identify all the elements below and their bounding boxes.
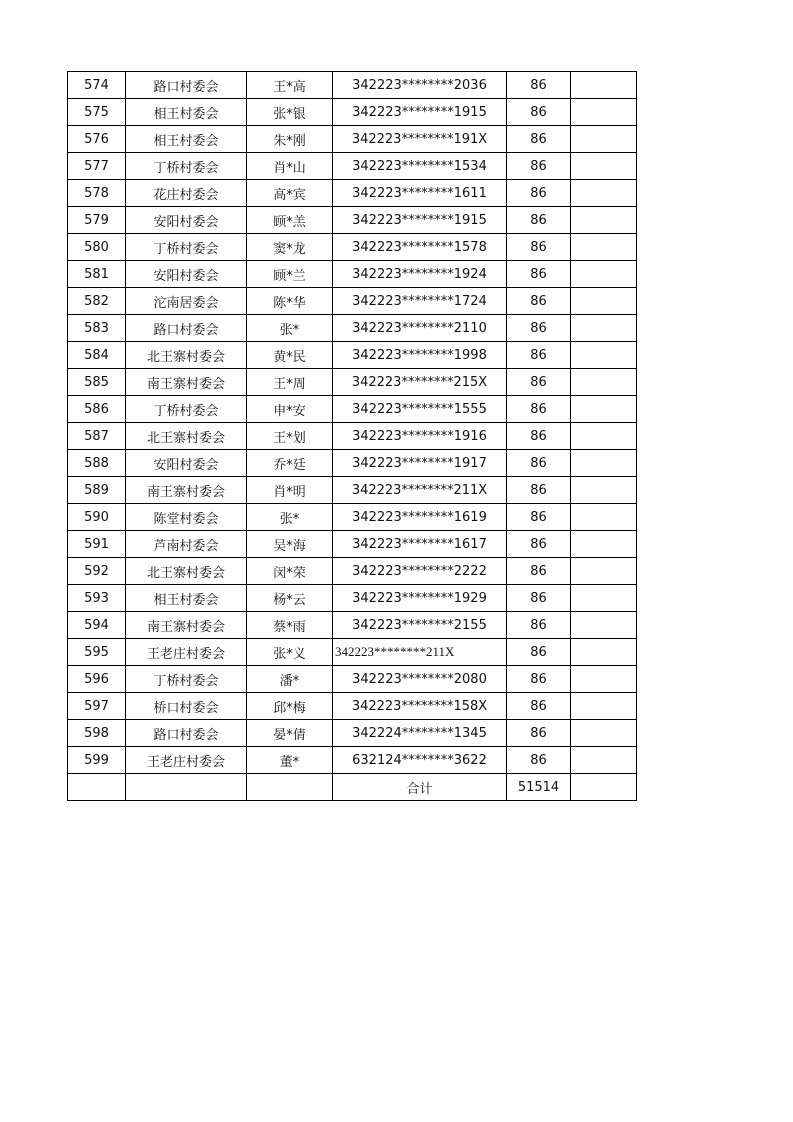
row-number-cell: 587 bbox=[68, 423, 126, 450]
organization-cell: 沱南居委会 bbox=[126, 288, 247, 315]
table-row bbox=[68, 72, 637, 99]
total-org-cell bbox=[126, 774, 247, 801]
organization-cell: 桥口村委会 bbox=[126, 693, 247, 720]
total-no-cell bbox=[68, 774, 126, 801]
note-cell bbox=[571, 126, 637, 153]
id-number-cell: 342223********2222 bbox=[333, 558, 507, 585]
note-cell bbox=[571, 288, 637, 315]
note-cell bbox=[571, 558, 637, 585]
name-cell: 张*义 bbox=[247, 639, 333, 666]
organization-cell: 相王村委会 bbox=[126, 585, 247, 612]
name-cell: 王*周 bbox=[247, 369, 333, 396]
amount-cell: 86 bbox=[507, 477, 571, 504]
note-cell bbox=[571, 369, 637, 396]
organization-cell: 花庄村委会 bbox=[126, 180, 247, 207]
row-number-cell: 594 bbox=[68, 612, 126, 639]
table-row bbox=[68, 315, 637, 342]
organization-cell: 安阳村委会 bbox=[126, 261, 247, 288]
total-row bbox=[68, 774, 637, 801]
note-cell bbox=[571, 234, 637, 261]
table-row bbox=[68, 261, 637, 288]
note-cell bbox=[571, 396, 637, 423]
name-cell: 乔*廷 bbox=[247, 450, 333, 477]
organization-cell: 丁桥村委会 bbox=[126, 666, 247, 693]
id-number-cell: 342223********1619 bbox=[333, 504, 507, 531]
row-number-cell: 574 bbox=[68, 72, 126, 99]
amount-cell: 86 bbox=[507, 207, 571, 234]
amount-cell: 86 bbox=[507, 423, 571, 450]
table-body bbox=[68, 72, 637, 774]
row-number-cell: 584 bbox=[68, 342, 126, 369]
name-cell: 晏*倩 bbox=[247, 720, 333, 747]
amount-cell: 86 bbox=[507, 585, 571, 612]
organization-cell: 路口村委会 bbox=[126, 315, 247, 342]
note-cell bbox=[571, 315, 637, 342]
id-number-cell: 632124********3622 bbox=[333, 747, 507, 774]
note-cell bbox=[571, 450, 637, 477]
amount-cell: 86 bbox=[507, 666, 571, 693]
amount-cell: 86 bbox=[507, 504, 571, 531]
row-number-cell: 589 bbox=[68, 477, 126, 504]
table-row bbox=[68, 207, 637, 234]
organization-cell: 丁桥村委会 bbox=[126, 153, 247, 180]
note-cell bbox=[571, 207, 637, 234]
name-cell: 高*宾 bbox=[247, 180, 333, 207]
total-label-cell: 合计 bbox=[333, 774, 507, 801]
row-number-cell: 593 bbox=[68, 585, 126, 612]
note-cell bbox=[571, 693, 637, 720]
total-amount-cell: 51514 bbox=[507, 774, 571, 801]
row-number-cell: 595 bbox=[68, 639, 126, 666]
row-number-cell: 598 bbox=[68, 720, 126, 747]
table-row bbox=[68, 666, 637, 693]
id-number-cell: 342223********1915 bbox=[333, 207, 507, 234]
amount-cell: 86 bbox=[507, 558, 571, 585]
amount-cell: 86 bbox=[507, 612, 571, 639]
name-cell: 潘* bbox=[247, 666, 333, 693]
note-cell bbox=[571, 612, 637, 639]
name-cell: 朱*刚 bbox=[247, 126, 333, 153]
amount-cell: 86 bbox=[507, 639, 571, 666]
name-cell: 蔡*雨 bbox=[247, 612, 333, 639]
amount-cell: 86 bbox=[507, 72, 571, 99]
name-cell: 杨*云 bbox=[247, 585, 333, 612]
total-name-cell bbox=[247, 774, 333, 801]
id-number-cell: 342223********1611 bbox=[333, 180, 507, 207]
row-number-cell: 575 bbox=[68, 99, 126, 126]
organization-cell: 丁桥村委会 bbox=[126, 234, 247, 261]
id-number-cell: 342223********2110 bbox=[333, 315, 507, 342]
id-number-cell: 342223********1555 bbox=[333, 396, 507, 423]
id-number-cell: 342223********2155 bbox=[333, 612, 507, 639]
row-number-cell: 580 bbox=[68, 234, 126, 261]
note-cell bbox=[571, 180, 637, 207]
name-cell: 顾*羔 bbox=[247, 207, 333, 234]
amount-cell: 86 bbox=[507, 747, 571, 774]
amount-cell: 86 bbox=[507, 288, 571, 315]
table-row bbox=[68, 558, 637, 585]
note-cell bbox=[571, 747, 637, 774]
id-number-cell: 342223********191X bbox=[333, 126, 507, 153]
table-row bbox=[68, 612, 637, 639]
organization-cell: 北王寨村委会 bbox=[126, 423, 247, 450]
id-number-cell: 342223********211X bbox=[333, 639, 507, 666]
table-row bbox=[68, 477, 637, 504]
name-cell: 张* bbox=[247, 315, 333, 342]
id-number-cell: 342223********1534 bbox=[333, 153, 507, 180]
organization-cell: 陈堂村委会 bbox=[126, 504, 247, 531]
name-cell: 黄*民 bbox=[247, 342, 333, 369]
note-cell bbox=[571, 531, 637, 558]
note-cell bbox=[571, 423, 637, 450]
id-number-cell: 342223********1929 bbox=[333, 585, 507, 612]
amount-cell: 86 bbox=[507, 153, 571, 180]
row-number-cell: 581 bbox=[68, 261, 126, 288]
organization-cell: 芦南村委会 bbox=[126, 531, 247, 558]
id-number-cell: 342223********1617 bbox=[333, 531, 507, 558]
amount-cell: 86 bbox=[507, 450, 571, 477]
amount-cell: 86 bbox=[507, 693, 571, 720]
organization-cell: 路口村委会 bbox=[126, 72, 247, 99]
row-number-cell: 588 bbox=[68, 450, 126, 477]
organization-cell: 丁桥村委会 bbox=[126, 396, 247, 423]
table-row bbox=[68, 423, 637, 450]
id-number-cell: 342223********2036 bbox=[333, 72, 507, 99]
id-number-cell: 342223********1916 bbox=[333, 423, 507, 450]
table-row bbox=[68, 396, 637, 423]
amount-cell: 86 bbox=[507, 720, 571, 747]
table-row bbox=[68, 639, 637, 666]
amount-cell: 86 bbox=[507, 315, 571, 342]
data-table bbox=[67, 71, 637, 801]
id-number-cell: 342223********2080 bbox=[333, 666, 507, 693]
amount-cell: 86 bbox=[507, 369, 571, 396]
id-number-cell: 342223********1917 bbox=[333, 450, 507, 477]
table-row bbox=[68, 450, 637, 477]
row-number-cell: 590 bbox=[68, 504, 126, 531]
name-cell: 张*银 bbox=[247, 99, 333, 126]
name-cell: 邱*梅 bbox=[247, 693, 333, 720]
table-row bbox=[68, 504, 637, 531]
table-row bbox=[68, 693, 637, 720]
row-number-cell: 592 bbox=[68, 558, 126, 585]
organization-cell: 北王寨村委会 bbox=[126, 558, 247, 585]
table-row bbox=[68, 369, 637, 396]
table-row bbox=[68, 585, 637, 612]
note-cell bbox=[571, 585, 637, 612]
note-cell bbox=[571, 666, 637, 693]
name-cell: 肖*明 bbox=[247, 477, 333, 504]
name-cell: 闵*荣 bbox=[247, 558, 333, 585]
note-cell bbox=[571, 72, 637, 99]
organization-cell: 南王寨村委会 bbox=[126, 612, 247, 639]
note-cell bbox=[571, 99, 637, 126]
id-number-cell: 342223********158X bbox=[333, 693, 507, 720]
row-number-cell: 586 bbox=[68, 396, 126, 423]
id-number-cell: 342223********1924 bbox=[333, 261, 507, 288]
note-cell bbox=[571, 342, 637, 369]
name-cell: 顾*兰 bbox=[247, 261, 333, 288]
row-number-cell: 599 bbox=[68, 747, 126, 774]
name-cell: 肖*山 bbox=[247, 153, 333, 180]
table-row bbox=[68, 180, 637, 207]
table-row bbox=[68, 234, 637, 261]
organization-cell: 王老庄村委会 bbox=[126, 639, 247, 666]
table-row bbox=[68, 153, 637, 180]
row-number-cell: 583 bbox=[68, 315, 126, 342]
row-number-cell: 578 bbox=[68, 180, 126, 207]
row-number-cell: 577 bbox=[68, 153, 126, 180]
table-row bbox=[68, 288, 637, 315]
id-number-cell: 342223********215X bbox=[333, 369, 507, 396]
organization-cell: 安阳村委会 bbox=[126, 450, 247, 477]
row-number-cell: 576 bbox=[68, 126, 126, 153]
note-cell bbox=[571, 504, 637, 531]
id-number-cell: 342223********1915 bbox=[333, 99, 507, 126]
table-row bbox=[68, 747, 637, 774]
amount-cell: 86 bbox=[507, 99, 571, 126]
table-row bbox=[68, 99, 637, 126]
amount-cell: 86 bbox=[507, 342, 571, 369]
row-number-cell: 596 bbox=[68, 666, 126, 693]
name-cell: 张* bbox=[247, 504, 333, 531]
note-cell bbox=[571, 639, 637, 666]
organization-cell: 相王村委会 bbox=[126, 99, 247, 126]
organization-cell: 南王寨村委会 bbox=[126, 369, 247, 396]
name-cell: 申*安 bbox=[247, 396, 333, 423]
table-row bbox=[68, 126, 637, 153]
name-cell: 董* bbox=[247, 747, 333, 774]
row-number-cell: 585 bbox=[68, 369, 126, 396]
amount-cell: 86 bbox=[507, 180, 571, 207]
id-number-cell: 342223********211X bbox=[333, 477, 507, 504]
name-cell: 王*高 bbox=[247, 72, 333, 99]
table-row bbox=[68, 720, 637, 747]
id-number-cell: 342223********1998 bbox=[333, 342, 507, 369]
table-row bbox=[68, 342, 637, 369]
organization-cell: 北王寨村委会 bbox=[126, 342, 247, 369]
amount-cell: 86 bbox=[507, 126, 571, 153]
row-number-cell: 582 bbox=[68, 288, 126, 315]
organization-cell: 相王村委会 bbox=[126, 126, 247, 153]
id-number-cell: 342223********1578 bbox=[333, 234, 507, 261]
organization-cell: 安阳村委会 bbox=[126, 207, 247, 234]
table-row bbox=[68, 531, 637, 558]
organization-cell: 路口村委会 bbox=[126, 720, 247, 747]
amount-cell: 86 bbox=[507, 531, 571, 558]
name-cell: 窦*龙 bbox=[247, 234, 333, 261]
note-cell bbox=[571, 720, 637, 747]
id-number-cell: 342224********1345 bbox=[333, 720, 507, 747]
organization-cell: 王老庄村委会 bbox=[126, 747, 247, 774]
id-number-cell: 342223********1724 bbox=[333, 288, 507, 315]
name-cell: 吴*海 bbox=[247, 531, 333, 558]
row-number-cell: 597 bbox=[68, 693, 126, 720]
note-cell bbox=[571, 153, 637, 180]
note-cell bbox=[571, 261, 637, 288]
amount-cell: 86 bbox=[507, 234, 571, 261]
name-cell: 王*划 bbox=[247, 423, 333, 450]
amount-cell: 86 bbox=[507, 396, 571, 423]
row-number-cell: 579 bbox=[68, 207, 126, 234]
note-cell bbox=[571, 477, 637, 504]
organization-cell: 南王寨村委会 bbox=[126, 477, 247, 504]
amount-cell: 86 bbox=[507, 261, 571, 288]
name-cell: 陈*华 bbox=[247, 288, 333, 315]
row-number-cell: 591 bbox=[68, 531, 126, 558]
total-note-cell bbox=[571, 774, 637, 801]
